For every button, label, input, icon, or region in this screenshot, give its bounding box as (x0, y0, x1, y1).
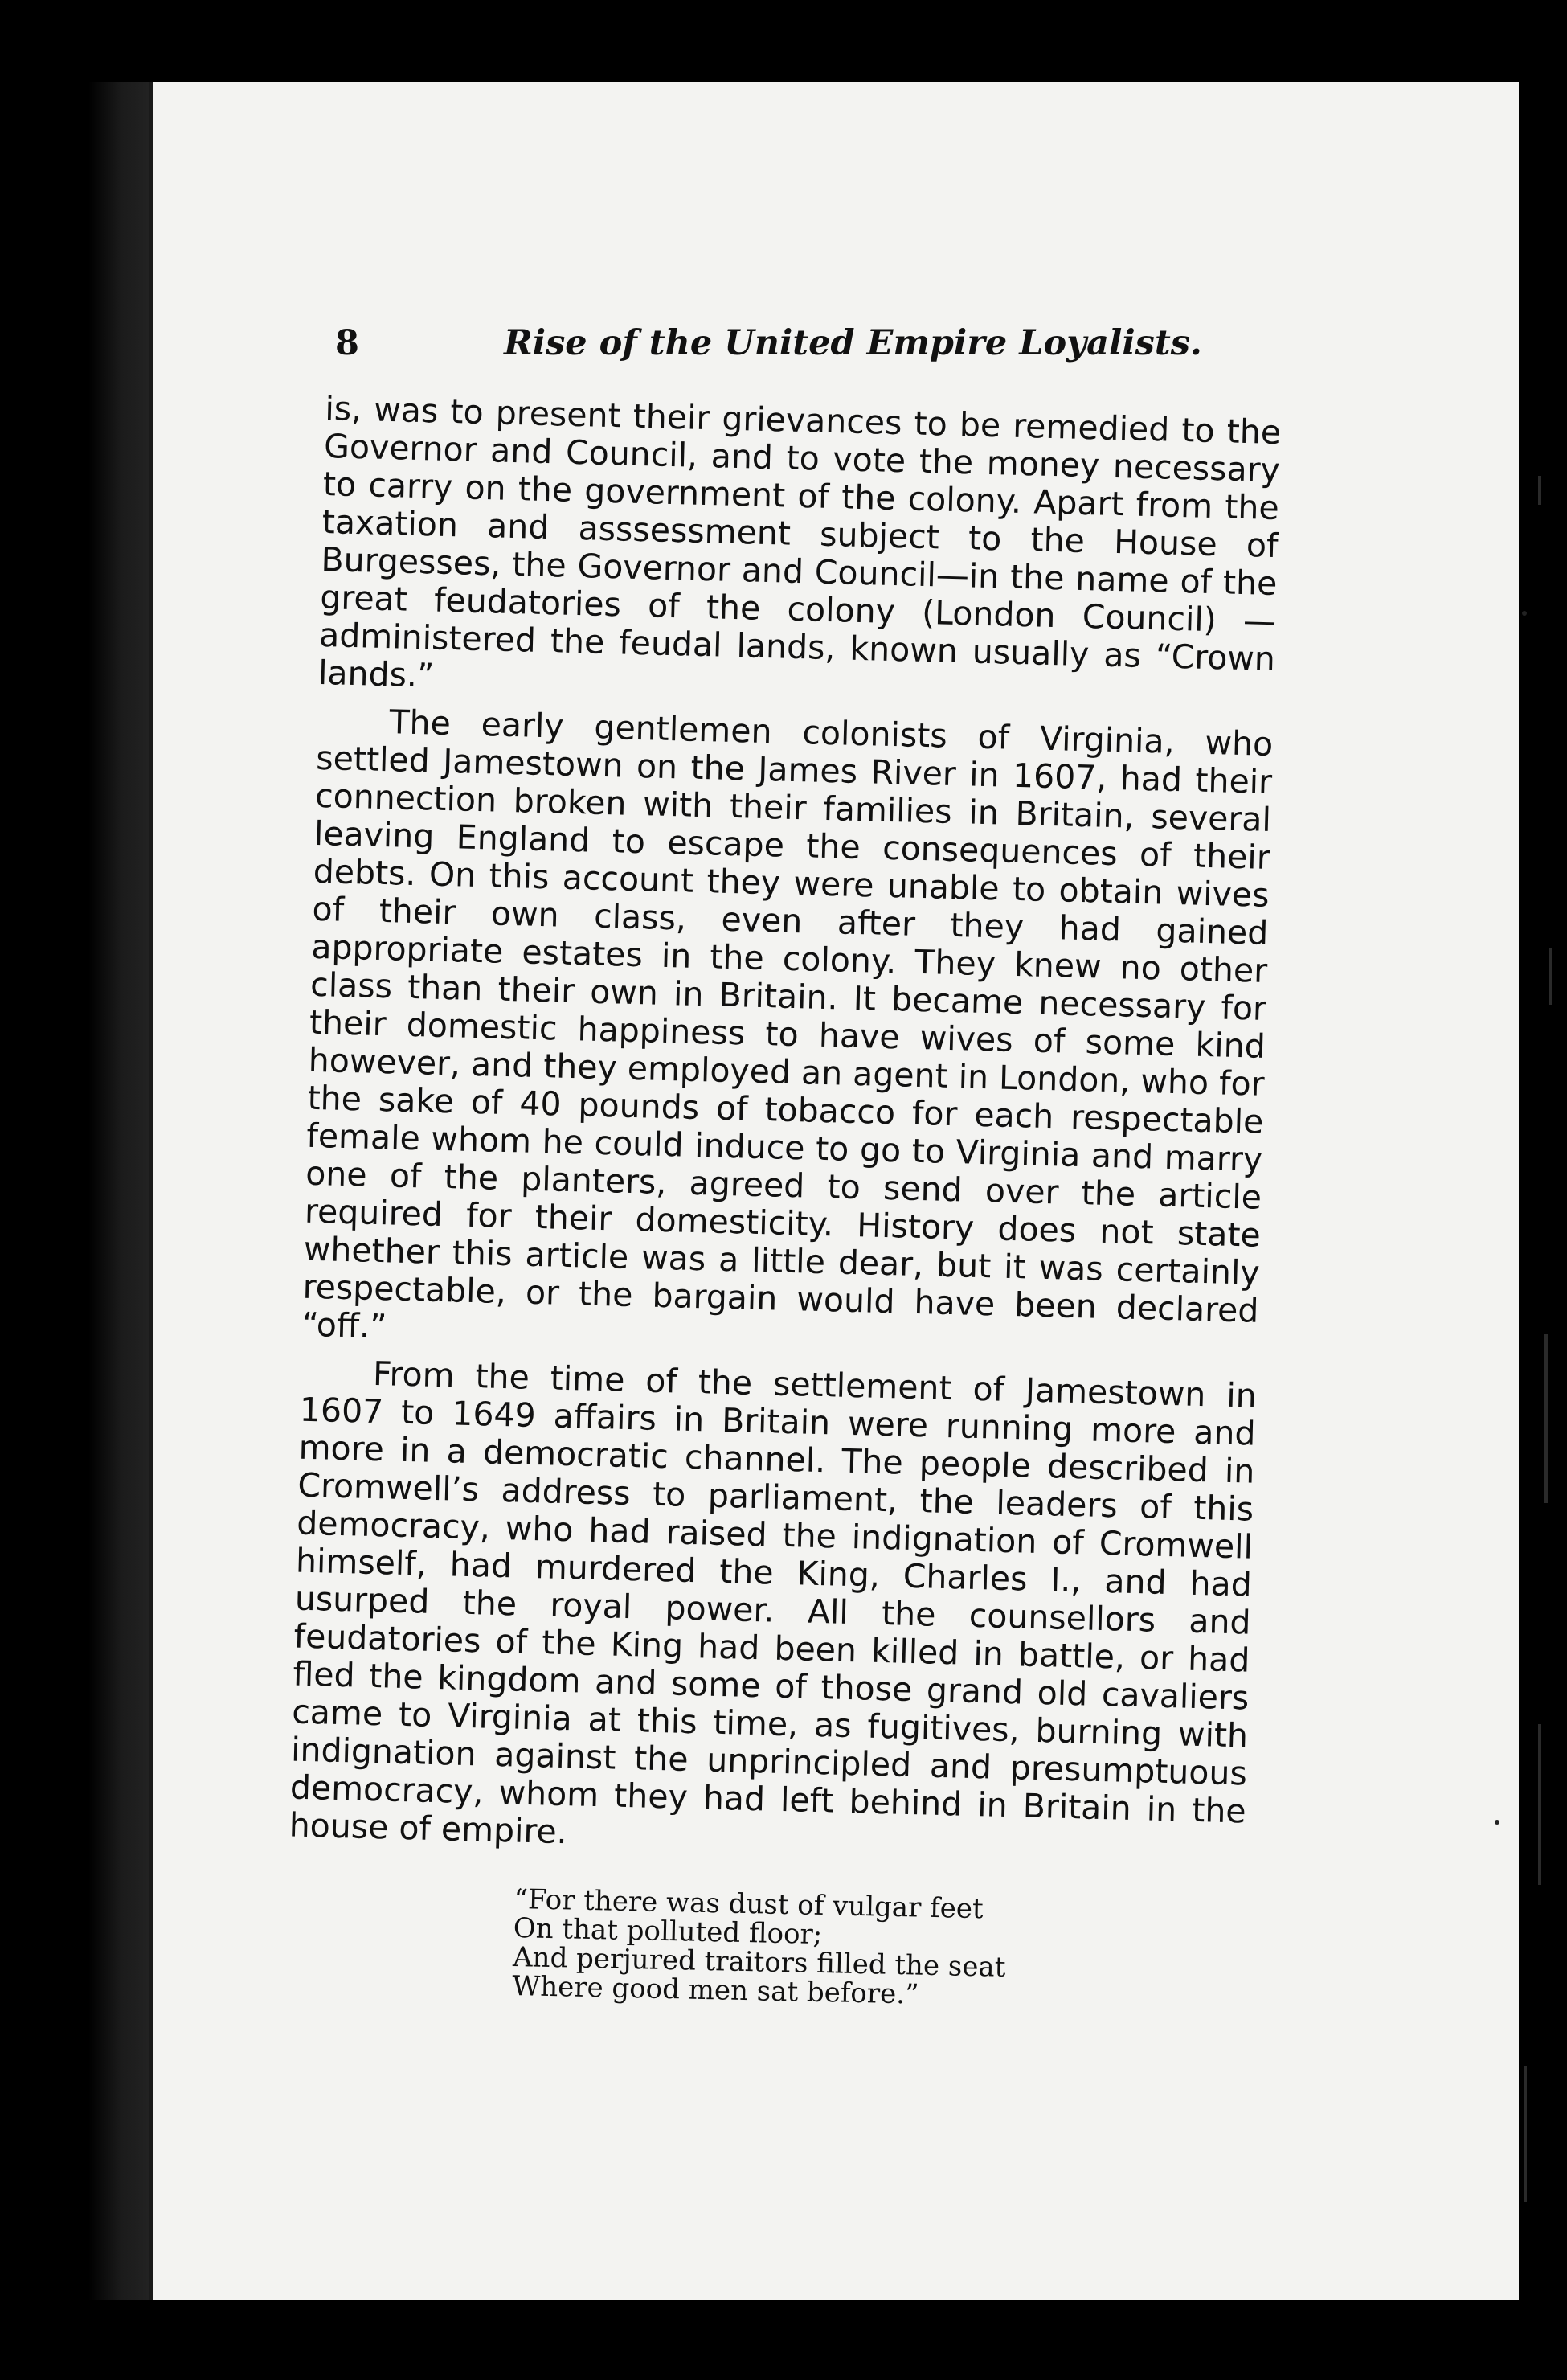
paragraph-2: The early gentlemen colonists of Virginia, who settled Jamestown on the James River in 1607, had their connection broken with their families in Britain, several leaving England to escape the consequences of their debts. On this account they were unable to obtain wives of their own class, even after they had gained appropriate estates in the colony. They knew no other class than their own in Britain. It became necessary for their domestic happiness to have wives of some kind however, and they employed an agent in London, who for the sake of 40 pounds of tobacco for each respectable female whom he could induce to go to Virginia and marry one of the planters, agreed to send over the article required for their domesticity. History does not state whether this article was a little dear, but it was certainly respectable, or the bargain would have been declared “off.” (301, 703, 1274, 1346)
paragraph-3: From the time of the settlement of Jamestown in 1607 to 1649 affairs in Britain were running more and more in a democratic channel. The people described in Cromwell’s address to parliament, the leaders of this democracy, who had raised the indignation of Cromwell himself, had murdered the King, Charles I., and had usurped the royal power. All the counsellors and feudatories of the King had been killed in battle, or had fled the kingdom and some of those grand old cavaliers came to Virginia at this time, as fugitives, burning with indignation against the unprincipled and presumptuous democracy, whom they had left behind in Britain in the house of empire. (288, 1354, 1258, 1852)
right-margin-dot (1522, 611, 1527, 616)
right-margin-mark (1538, 476, 1541, 505)
running-title: Rise of the United Empire Loyalists. (504, 323, 1202, 363)
body-text (288, 390, 1282, 1878)
scan-left-edge (88, 82, 149, 2300)
right-margin-mark (1538, 1724, 1541, 1885)
right-margin-mark (1524, 2066, 1527, 2202)
right-margin-mark (1549, 948, 1552, 1005)
paragraph-1: is, was to present their grievances to be remedied to the Governor and Council, and to vote the money necessary to carry on the government of the colony. Apart from the taxation and asssessment subject to the House of Burgesses, the Governor and Council—in the name of the great feudatories of the colony (London Council) —administered the feudal lands, known usually as “Crown lands.” (317, 389, 1282, 695)
verse-quote: “For there was dust of vulgar feet On that polluted floor; And perjured traitors filled the seat Where good men sat before.” (511, 1883, 1006, 2011)
page-header (335, 317, 1202, 369)
page-number: 8 (335, 323, 359, 363)
right-margin-mark (1544, 1334, 1548, 1503)
right-margin-dot (1495, 1820, 1499, 1825)
